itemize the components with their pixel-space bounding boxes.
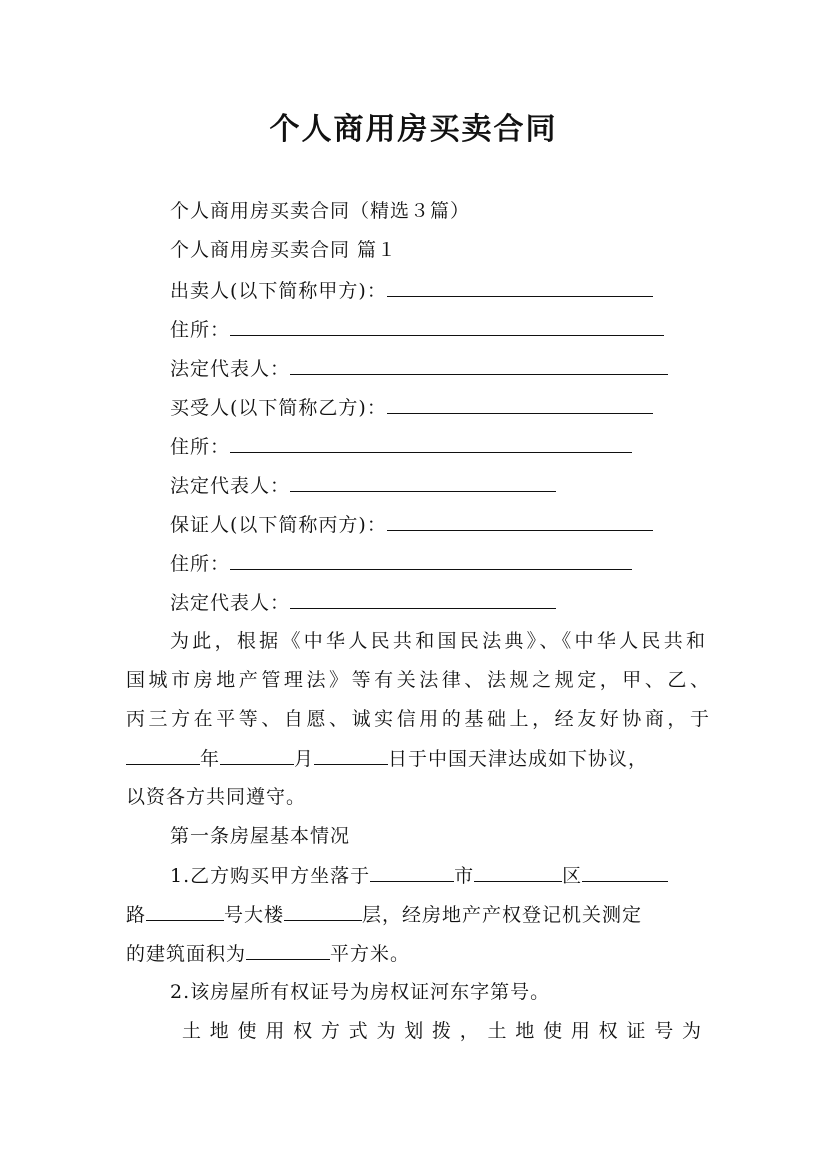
buyer-rep-line [170, 471, 556, 500]
year-blank[interactable] [126, 744, 200, 765]
buyer-address-blank[interactable] [230, 432, 632, 453]
district-blank[interactable] [474, 861, 562, 882]
seller-address-blank[interactable] [230, 315, 664, 336]
city-blank[interactable] [370, 861, 454, 882]
preamble-line-3: 丙三方在平等、自愿、诚实信用的基础上，经友好协商，于 [126, 708, 710, 730]
seller-blank[interactable] [387, 276, 653, 297]
preamble-line-2: 国城市房地产管理法》等有关法律、法规之规定，甲、乙、 [126, 669, 710, 691]
section-heading: 个人商用房买卖合同 篇１ [170, 239, 398, 261]
seller-address-label: 住所： [170, 319, 231, 341]
guarantor-label: 保证人(以下简称丙方)： [170, 514, 387, 536]
seller-rep-blank[interactable] [290, 354, 668, 375]
seller-address-line [170, 315, 664, 344]
article1-item1-line3: 的建筑面积为 平方米。 [126, 939, 410, 968]
guarantor-address-blank[interactable] [230, 549, 632, 570]
article1-item2: 2.该房屋所有权证号为房权证河东字第号。 [170, 981, 551, 1003]
article1-item1-line2: 路 号大楼 层，经房地产产权登记机关测定 [126, 900, 642, 929]
day-tail-text: 日于中国天津达成如下协议， [388, 748, 649, 770]
buyer-address-line [170, 432, 632, 461]
floor-blank[interactable] [284, 900, 362, 921]
preamble-date-line [126, 744, 648, 773]
guarantor-rep-label: 法定代表人： [170, 592, 291, 614]
article1-item3: 土地使用权方式为划拨，土地使用权证号为 [182, 1020, 702, 1042]
article1-heading: 第一条房屋基本情况 [170, 825, 351, 847]
buyer-rep-blank[interactable] [290, 471, 556, 492]
article1-item1-line1: 1.乙方购买甲方坐落于 市 区 [170, 861, 668, 890]
number-blank[interactable] [146, 900, 224, 921]
buyer-address-label: 住所： [170, 436, 231, 458]
guarantor-address-line [170, 549, 632, 578]
seller-rep-label: 法定代表人： [170, 358, 291, 380]
guarantor-rep-blank[interactable] [290, 588, 556, 609]
guarantor-line [170, 510, 653, 539]
seller-rep-line [170, 354, 668, 383]
month-blank[interactable] [220, 744, 294, 765]
guarantor-blank[interactable] [387, 510, 653, 531]
buyer-label: 买受人(以下简称乙方)： [170, 397, 387, 419]
year-label: 年 [200, 748, 221, 770]
buyer-blank[interactable] [387, 393, 653, 414]
seller-line [170, 276, 653, 305]
document-title: 个人商用房买卖合同 [269, 112, 558, 147]
document-subtitle: 个人商用房买卖合同（精选３篇） [170, 200, 471, 222]
month-label: 月 [294, 748, 315, 770]
buyer-rep-label: 法定代表人： [170, 475, 291, 497]
preamble-line-5: 以资各方共同遵守。 [126, 786, 307, 808]
guarantor-address-label: 住所： [170, 553, 231, 575]
area-blank[interactable] [246, 939, 330, 960]
road-blank-1[interactable] [582, 861, 668, 882]
preamble-line-1: 为此，根据《中华人民共和国民法典》、《中华人民共和 [170, 630, 706, 652]
buyer-line [170, 393, 653, 422]
seller-label: 出卖人(以下简称甲方)： [170, 280, 387, 302]
day-blank[interactable] [314, 744, 388, 765]
guarantor-rep-line [170, 588, 556, 617]
